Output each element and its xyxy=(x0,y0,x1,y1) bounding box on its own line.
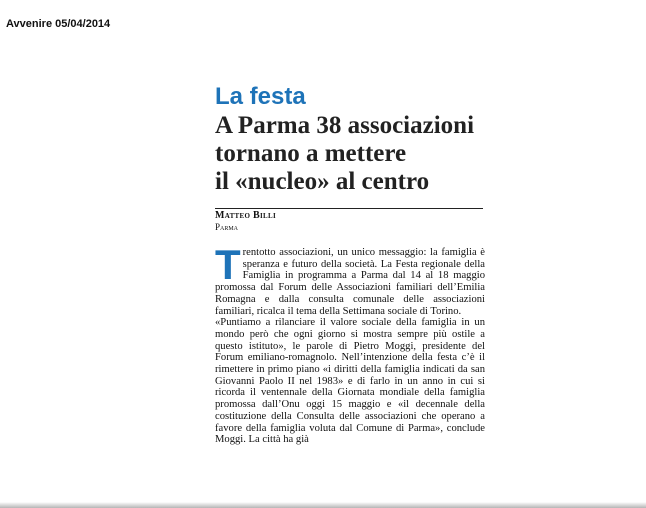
source-date-header: Avvenire 05/04/2014 xyxy=(6,18,111,30)
article xyxy=(215,84,485,446)
dateline-location: Parma xyxy=(215,222,239,232)
headline-line: A Parma 38 associazioni xyxy=(215,112,475,139)
headline-line: tornano a mettere xyxy=(215,140,407,167)
article-headline xyxy=(215,112,485,196)
body-paragraph xyxy=(215,241,485,317)
headline-line: il «nucleo» al centro xyxy=(215,168,430,195)
paragraph-text: rentotto associazioni, un unico messaggio: la famiglia è speranza e futuro della società. La Festa regionale della Famiglia in programma a Parma dal 14 al 18 maggio promossa dal Forum delle Associazioni familiari dell’Emilia Romagna e dalla consulta comunale delle associazioni familiari, ricalca il tema della Settimana sociale di Torino. xyxy=(215,247,485,317)
byline-divider xyxy=(215,208,483,209)
article-kicker: La festa xyxy=(215,83,306,110)
author-byline: Matteo Billi xyxy=(215,210,276,221)
article-body xyxy=(215,241,485,446)
page-bottom-edge xyxy=(0,502,646,508)
body-paragraph: «Puntiamo a rilanciare il valore sociale della famiglia in un mondo però che ogni giorno si mostra sempre più ostile a questo istituto», le parole di Pietro Moggi, presidente del Forum emiliano-romagnolo. Nell’intenzione della festa c’è il rimettere in primo piano «i diritti della famiglia indicati da san Giovanni Paolo II nel 1983» e di farlo in un anno in cui si ricorda il ventennale della Giornata mondiale della famiglia promossa dall’Onu oggi 15 maggio e «il decennale della costituzione della Consulta delle associazioni che operano a favore della famiglia voluta dal Comune di Parma», conclude Moggi. La città ha già xyxy=(215,317,485,446)
drop-cap: T xyxy=(215,241,241,288)
